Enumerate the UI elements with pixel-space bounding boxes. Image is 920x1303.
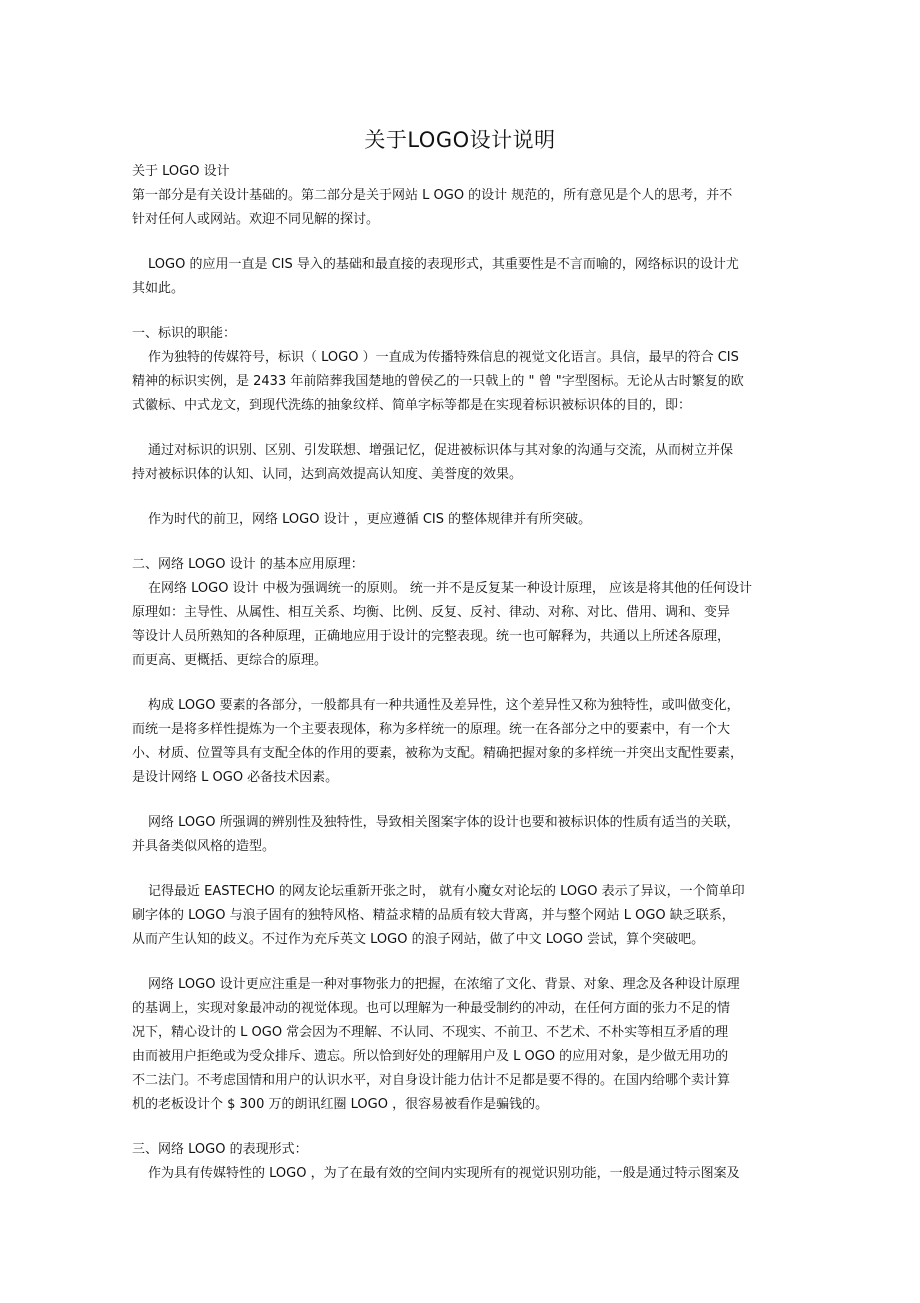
section-heading-3: 三、网络 LOGO 的表现形式： (132, 1142, 308, 1157)
document-body (132, 160, 792, 1186)
paragraph-line: 通过对标识的识别、区别、引发联想、增强记忆，促进被标识体与其对象的沟通与交流，从而树立并保 (148, 443, 734, 458)
paragraph-tension (132, 973, 792, 1117)
paragraph-avant-garde (132, 508, 792, 532)
paragraph-line: 的基调上，实现对象最冲动的视觉体现。也可以理解为一种最受制约的冲动，在任何方面的张力不足的情 (132, 1001, 731, 1016)
paragraph-line: 况下，精心设计的 L OGO 常会因为不理解、不认同、不现实、不前卫、不艺术、不朴实等相互矛盾的理 (132, 1025, 729, 1040)
paragraph-logo-application (132, 253, 792, 301)
section-heading-1: 一、标识的职能： (132, 326, 237, 341)
paragraph-identity-symbol (132, 346, 792, 418)
paragraph-line: 精神的标识实例，是 2433 年前陪葬我国楚地的曾侯乙的一只戟上的 " 曾 "字型图标。无论从古时繁复的欧 (132, 374, 744, 389)
paragraph-line: 构成 LOGO 要素的各部分，一般都具有一种共通性及差异性，这个差异性又称为独特性，或叫做变化， (148, 698, 740, 713)
paragraph-line: 记得最近 EASTECHO 的网友论坛重新开张之时， 就有小魔女对论坛的 LOGO 表示了异议，一个简单印 (148, 884, 745, 899)
paragraph-line: 作为具有传媒特性的 LOGO ，为了在最有效的空间内实现所有的视觉识别功能，一般是通过特示图案及 (148, 1166, 740, 1181)
paragraph-line: 不二法门。不考虑国情和用户的认识水平，对自身设计能力估计不足都是要不得的。在国内给哪个卖计算 (132, 1073, 731, 1088)
page-title: 关于LOGO设计说明 (364, 128, 556, 152)
paragraph-expression-forms (132, 1162, 792, 1186)
paragraph-line: 式徽标、中式龙文，到现代洗练的抽象纹样、简单字标等都是在实现着标识被标识体的目的，即： (132, 398, 692, 413)
paragraph-dominance (132, 694, 792, 790)
paragraph-recognition (132, 439, 792, 487)
paragraph-intro (132, 184, 792, 232)
paragraph-line: 作为时代的前卫，网络 LOGO 设计 ，更应遵循 CIS 的整体规律并有所突破。 (148, 512, 592, 527)
paragraph-line: 其如此。 (132, 281, 185, 296)
paragraph-line: 是设计网络 L OGO 必备技术因素。 (132, 770, 339, 785)
paragraph-line: 在网络 LOGO 设计 中极为强调统一的原则。 统一并不是反复某一种设计原理， 应该是将其他的任何设计 (148, 581, 752, 596)
paragraph-line: 机的老板设计个 $ 300 万的朗讯红圈 LOGO ，很容易被看作是骗钱的。 (132, 1097, 549, 1112)
paragraph-line: 小、材质、位置等具有支配全体的作用的要素，被称为支配。精确把握对象的多样统一并突出支配性要素， (132, 746, 744, 761)
paragraph-line: 网络 LOGO 设计更应注重是一种对事物张力的把握，在浓缩了文化、背景、对象、理念及各种设计原理 (148, 977, 740, 992)
paragraph-distinctiveness (132, 811, 792, 859)
subtitle: 关于 LOGO 设计 (132, 164, 230, 179)
paragraph-line: 持对被标识体的认知、认同，达到高效提高认知度、美誉度的效果。 (132, 467, 523, 482)
paragraph-line: 针对任何人或网站。欢迎不同见解的探讨。 (132, 212, 380, 227)
paragraph-line: 网络 LOGO 所强调的辨别性及独特性，导致相关图案字体的设计也要和被标识体的性质有适当的关联， (148, 815, 740, 830)
paragraph-line: LOGO 的应用一直是 CIS 导入的基础和最直接的表现形式，其重要性是不言而喻的，网络标识的设计尤 (148, 257, 739, 272)
paragraph-line: 刷字体的 LOGO 与浪子固有的独特风格、精益求精的品质有较大背离，并与整个网站 L OGO 缺乏联系， (132, 908, 735, 923)
paragraph-line: 由而被用户拒绝或为受众排斥、遗忘。所以恰到好处的理解用户及 L OGO 的应用对象，是少做无用功的 (132, 1049, 729, 1064)
paragraph-line: 原理如：主导性、从属性、相互关系、均衡、比例、反复、反衬、律动、对称、对比、借用、调和、变异 (132, 605, 731, 620)
paragraph-eastecho-example (132, 880, 792, 952)
paragraph-line: 第一部分是有关设计基础的。第二部分是关于网站 L OGO 的设计 规范的，所有意见是个人的思考，并不 (132, 188, 733, 203)
paragraph-line: 作为独特的传媒符号，标识（ LOGO ）一直成为传播特殊信息的视觉文化语言。具信，最早的符合 CIS (148, 350, 739, 365)
paragraph-line: 从而产生认知的歧义。不过作为充斥英文 LOGO 的浪子网站，做了中文 LOGO 尝试，算个突破吧。 (132, 932, 705, 947)
section-heading-2: 二、网络 LOGO 设计 的基本应用原理： (132, 557, 364, 572)
paragraph-line: 并具备类似风格的造型。 (132, 839, 276, 854)
paragraph-line: 而更高、更概括、更综合的原理。 (132, 653, 328, 668)
paragraph-line: 而统一是将多样性提炼为一个主要表现体，称为多样统一的原理。统一在各部分之中的要素中，有一个大 (132, 722, 731, 737)
paragraph-unity (132, 577, 792, 673)
paragraph-line: 等设计人员所熟知的各种原理，正确地应用于设计的完整表现。统一也可解释为，共通以上所述各原理， (132, 629, 731, 644)
